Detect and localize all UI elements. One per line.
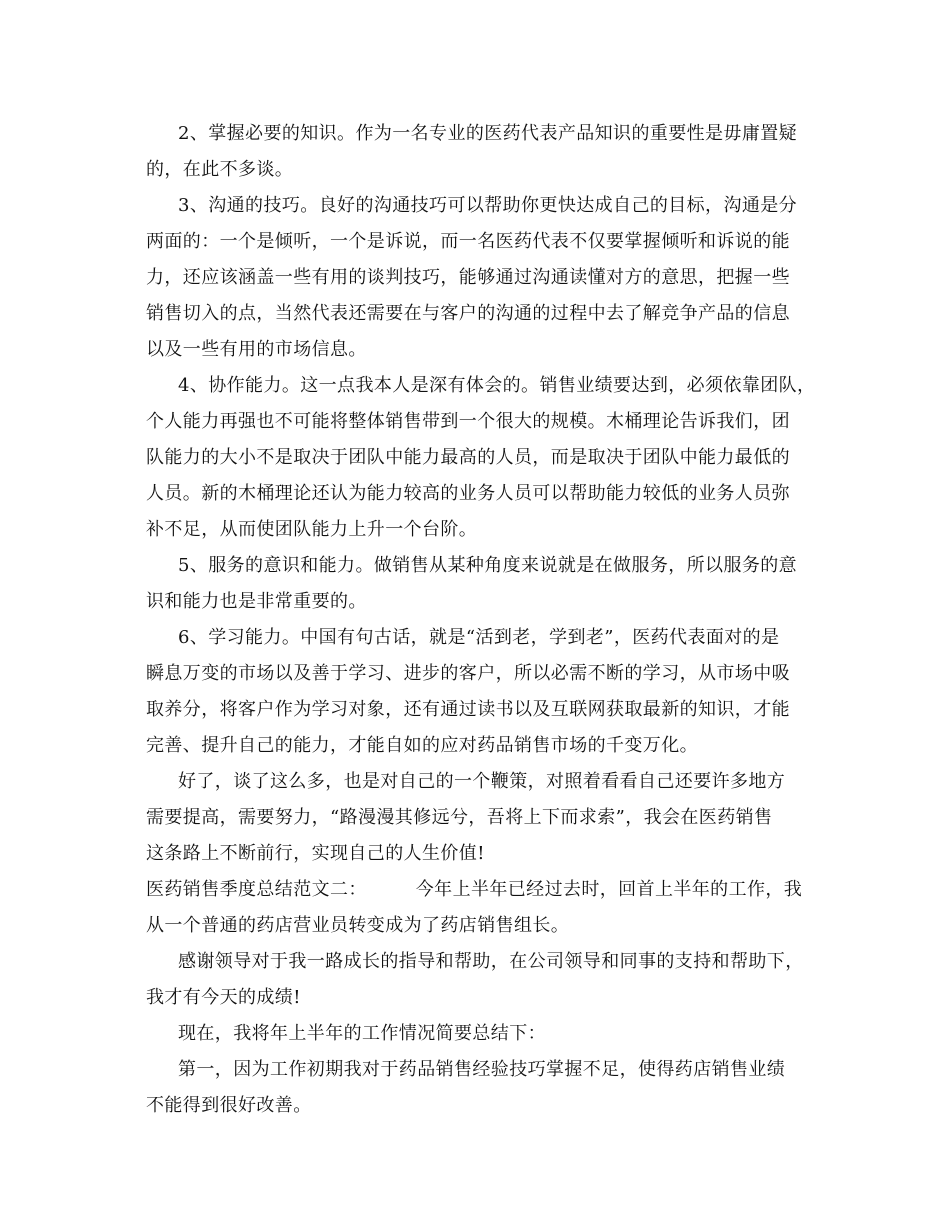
section-heading-line: 医药销售季度总结范文二： 今年上半年已经过去时，回首上半年的工作，我 bbox=[146, 879, 803, 900]
paragraph-line: 瞬息万变的市场以及善于学习、进步的客户，所以必需不断的学习，从市场中吸 bbox=[146, 663, 790, 684]
paragraph-line: 这条路上不断前行，实现自己的人生价值! bbox=[146, 843, 485, 864]
paragraph-line: 从一个普通的药店营业员转变成为了药店销售组长。 bbox=[146, 915, 570, 936]
paragraph-line: 补不足，从而使团队能力上升一个台阶。 bbox=[146, 519, 478, 540]
paragraph-line: 感谢领导对于我一路成长的指导和帮助，在公司领导和同事的支持和帮助下， bbox=[178, 951, 804, 972]
paragraph-line: 完善、提升自己的能力，才能自如的应对药品销售市场的千变万化。 bbox=[146, 735, 698, 756]
paragraph-line: 3、沟通的技巧。良好的沟通技巧可以帮助你更快达成自己的目标，沟通是分 bbox=[178, 195, 798, 216]
paragraph-line: 现在，我将年上半年的工作情况简要总结下： bbox=[178, 1023, 546, 1044]
paragraph-line: 不能得到很好改善。 bbox=[146, 1095, 312, 1116]
paragraph-line: 需要提高，需要努力，“路漫漫其修远兮，吾将上下而求索”，我会在医药销售 bbox=[146, 807, 773, 828]
paragraph-line: 两面的：一个是倾听，一个是诉说，而一名医药代表不仅要掌握倾听和诉说的能 bbox=[146, 231, 790, 252]
paragraph-line: 识和能力也是非常重要的。 bbox=[146, 591, 367, 612]
paragraph-line: 以及一些有用的市场信息。 bbox=[146, 339, 367, 360]
paragraph-line: 力，还应该涵盖一些有用的谈判技巧，能够通过沟通读懂对方的意思，把握一些 bbox=[146, 267, 790, 288]
paragraph-line: 的，在此不多谈。 bbox=[146, 159, 294, 180]
paragraph-line: 人员。新的木桶理论还认为能力较高的业务人员可以帮助能力较低的业务人员弥 bbox=[146, 483, 790, 504]
paragraph-line: 4、协作能力。这一点我本人是深有体会的。销售业绩要达到，必须依靠团队， bbox=[178, 375, 816, 396]
paragraph-line: 我才有今天的成绩! bbox=[146, 987, 301, 1008]
paragraph-line: 第一，因为工作初期我对于药品销售经验技巧掌握不足，使得药店销售业绩 bbox=[178, 1059, 786, 1080]
paragraph-line: 取养分，将客户作为学习对象，还有通过读书以及互联网获取最新的知识，才能 bbox=[146, 699, 790, 720]
paragraph-line: 销售切入的点，当然代表还需要在与客户的沟通的过程中去了解竞争产品的信息 bbox=[146, 303, 790, 324]
paragraph-line: 个人能力再强也不可能将整体销售带到一个很大的规模。木桶理论告诉我们，团 bbox=[146, 411, 790, 432]
paragraph-line: 队能力的大小不是取决于团队中能力最高的人员，而是取决于团队中能力最低的 bbox=[146, 447, 790, 468]
paragraph-line: 好了，谈了这么多，也是对自己的一个鞭策，对照着看看自己还要许多地方 bbox=[178, 771, 786, 792]
paragraph-line: 6、学习能力。中国有句古话，就是“活到老，学到老”，医药代表面对的是 bbox=[178, 627, 780, 648]
paragraph-line: 2、掌握必要的知识。作为一名专业的医药代表产品知识的重要性是毋庸置疑 bbox=[178, 123, 798, 144]
paragraph-line: 5、服务的意识和能力。做销售从某种角度来说就是在做服务，所以服务的意 bbox=[178, 555, 798, 576]
